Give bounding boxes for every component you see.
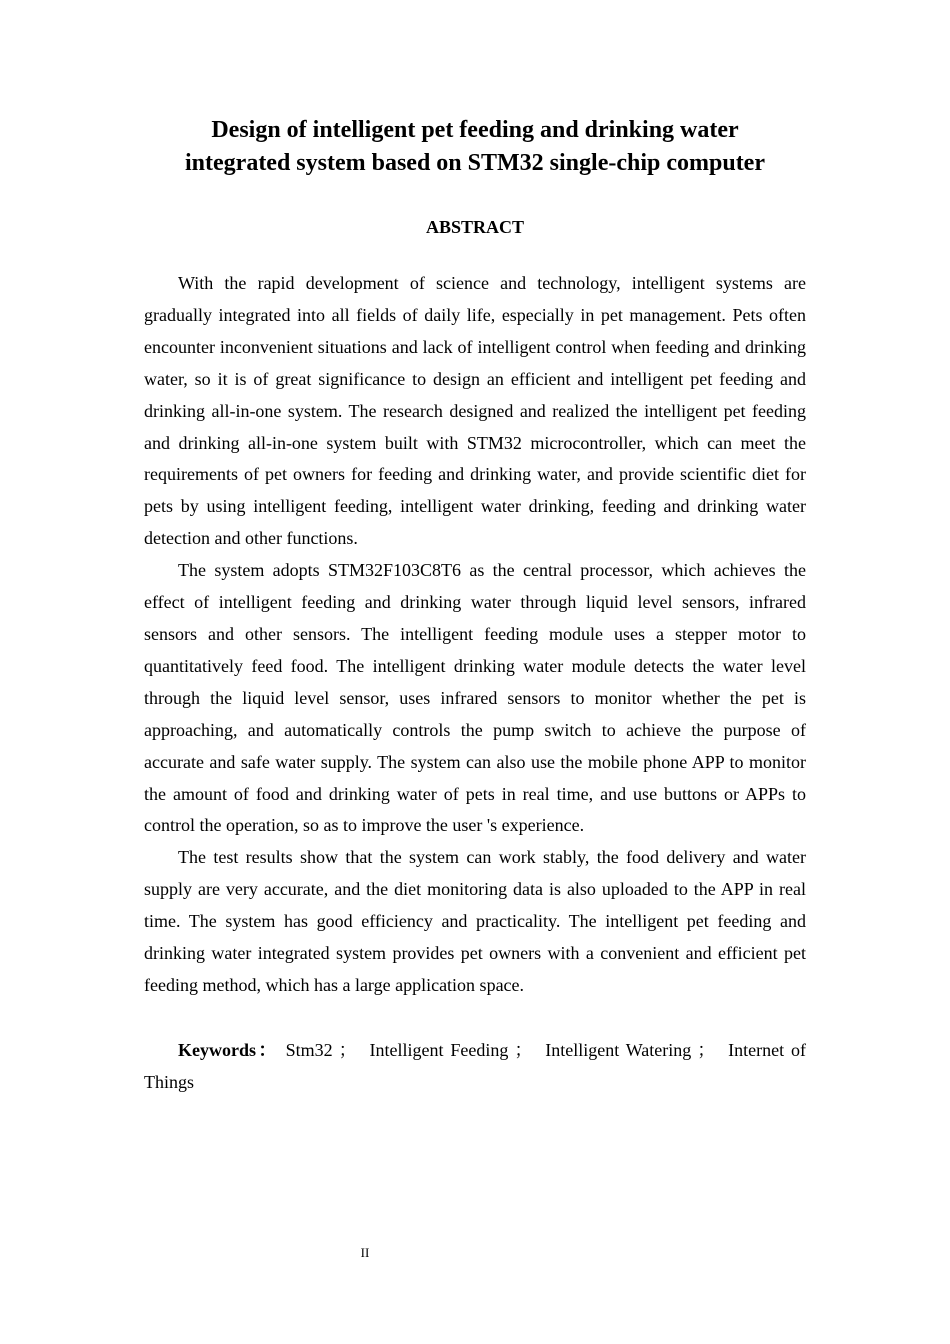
keyword-2: Intelligent Feeding xyxy=(369,1040,509,1060)
abstract-paragraph-1: With the rapid development of science and technology, intelligent systems are gradually integrated into all fields of daily life, especially in pet management. Pets often encounter inconvenient situations and lack of intelligent control when feeding and drinking water, so it is of great significance to design an efficient and intelligent pet feeding and drinking all-in-one system. The research designed and realized the intelligent pet feeding and drinking all-in-one system built with STM32 microcontroller, which can meet the requirements of pet owners for feeding and drinking water, and provide scientific diet for pets by using intelligent feeding, intelligent water drinking, feeding and drinking water detection and other functions. xyxy=(144,273,806,549)
page-number: II xyxy=(360,1245,370,1260)
abstract-paragraph-2: The system adopts STM32F103C8T6 as the central processor, which achieves the effect of intelligent feeding and drinking water through liquid level sensors, infrared sensors and other sensors. The intelligent feeding module uses a stepper motor to quantitatively feed food. The intelligent drinking water module detects the water level through the liquid level sensor, uses infrared sensors to monitor whether the pet is approaching, and automatically controls the pump switch to achieve the purpose of accurate and safe water supply. The system can also use the mobile phone APP to monitor the amount of food and drinking water of pets in real time, and use buttons or APPs to control the operation, so as to improve the user 's experience. xyxy=(144,560,806,836)
keyword-1: Stm32 xyxy=(285,1040,333,1060)
keyword-separator: ； xyxy=(514,1040,533,1060)
abstract-paragraph-3: The test results show that the system can work stably, the food delivery and water supply are very accurate, and the diet monitoring data is also uploaded to the APP in real time. The system has good efficiency and practicality. The intelligent pet feeding and drinking water integrated system provides pet owners with a convenient and efficient pet feeding method, which has a large application space. xyxy=(144,847,806,995)
keyword-separator: ； xyxy=(338,1040,357,1060)
title-line-1: Design of intelligent pet feeding and drinking water xyxy=(211,117,739,143)
keywords-label: Keywords： xyxy=(178,1040,279,1060)
document-title xyxy=(140,114,810,180)
keywords-line xyxy=(144,1035,806,1099)
abstract-heading: ABSTRACT xyxy=(425,217,525,237)
title-line-2: integrated system based on STM32 single-chip computer xyxy=(185,150,765,176)
keyword-separator: ； xyxy=(697,1040,716,1060)
keyword-4: Internet of Things xyxy=(144,1040,807,1092)
keyword-3: Intelligent Watering xyxy=(545,1040,692,1060)
abstract-body xyxy=(144,268,806,1002)
